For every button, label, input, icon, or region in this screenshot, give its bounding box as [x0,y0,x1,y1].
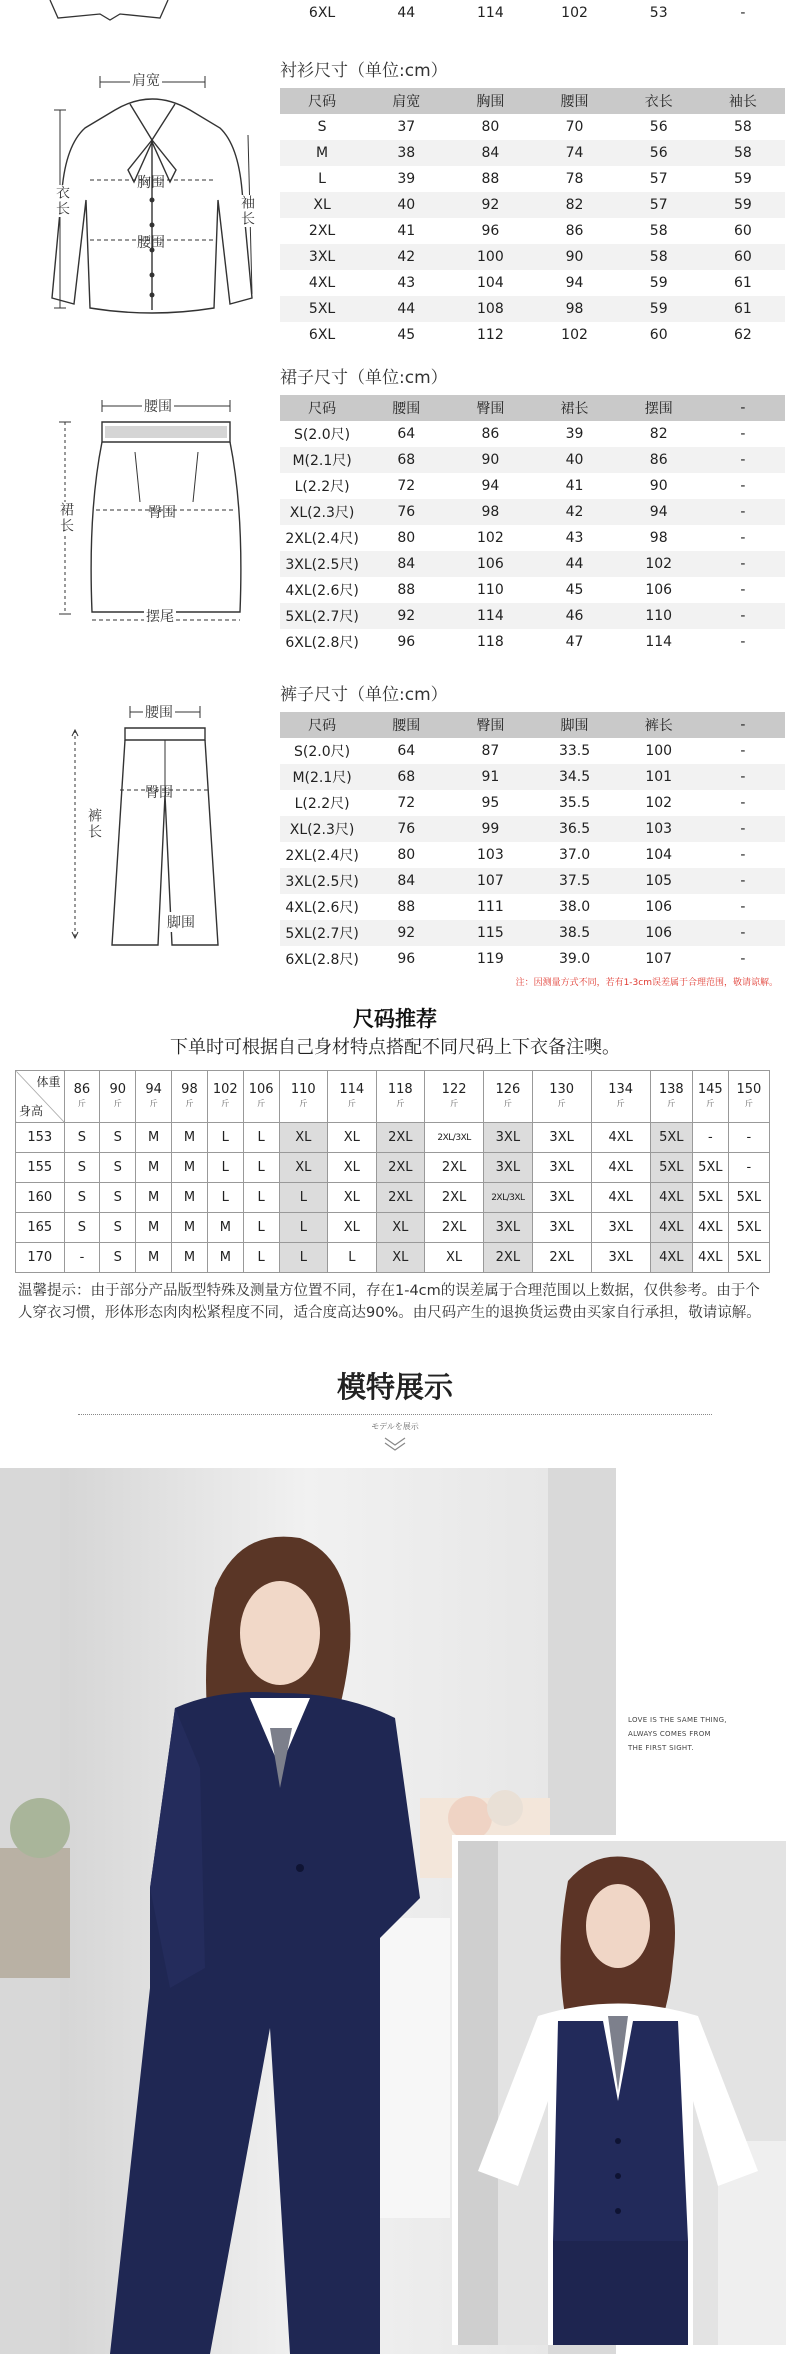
model-section-subtitle: モデルを展示 [371,1422,419,1431]
table-row: 6XL 44 114 102 53 - [308,5,746,21]
table-row: S 37 80 70 56 58 [317,119,752,135]
table-header-row: 尺码 腰围 臀围 裙长 摆围 - [280,395,785,421]
model-photo-vest [452,1835,786,2345]
table-row: XL 40 92 82 57 59 [280,192,785,218]
pants-waist-label: 腰围 [143,702,175,722]
pants-size-table [280,712,785,972]
size-recommend-table [15,1070,770,1273]
waist-label: 腰围 [137,235,165,251]
table-row: 6XL 45 112 102 60 62 [308,327,752,343]
table-row: 4XL(2.6尺) 88 111 38.0 106 - [285,899,746,916]
table-row: M(2.1尺) 68 91 34.5 101 - [280,764,785,790]
measurement-note: 注：因测量方式不同，若有1-3cm误差属于合理范围，敬请谅解。 [515,978,778,988]
table-row: 153 S S M M L L XL XL 2XL 2XL/3XL 3XL 3XL 4XL 5XL - - [16,1123,770,1153]
table-row: 160 S S M M L L L XL 2XL 2XL 2XL/3XL 3XL 4XL 4XL 5XL 5XL [16,1183,770,1213]
table-row: S(2.0尺) 64 87 33.5 100 - [294,743,746,760]
table-row: S(2.0尺) 64 86 39 82 - [294,426,746,443]
table-row: 3XL 42 100 90 58 60 [280,244,785,270]
table-row: L 39 88 78 57 59 [318,171,752,187]
recommend-subtitle: 下单时可根据自己身材特点搭配不同尺码上下衣备注噢。 [170,1037,620,1058]
top-partial-table [280,0,785,26]
skirt-hem-label: 摆尾 [144,606,176,626]
recommend-title: 尺码推荐 [353,1007,437,1031]
table-row: 165 S S M M M L L XL XL 2XL 3XL 3XL 3XL 4XL 4XL 5XL [16,1213,770,1243]
table-row: 155 S S M M L L XL XL 2XL 2XL 3XL 3XL 4XL 5XL 5XL - [16,1153,770,1183]
skirt-diagram [30,392,260,632]
table-row: 5XL(2.7尺) 92 115 38.5 106 - [280,920,785,946]
table-row: 4XL 43 104 94 59 61 [308,275,752,291]
size-tip: 温馨提示：由于部分产品版型特殊及测量方位置不同，存在1-4cm的误差属于合理范围以上数据，仅供参考。由于个人穿衣习惯，形体形态肉肉松紧程度不同，适合度高达90%。由尺码产生的退换货运费由买家自行承担，敬请谅解。 [18,1283,761,1321]
pants-length-label: 裤长 [82,808,106,840]
shirt-section-title: 衬衫尺寸（单位:cm） [280,61,448,81]
table-row: M(2.1尺) 68 90 40 86 - [280,447,785,473]
pants-foot-label: 脚围 [165,912,197,932]
skirt-length-label: 裙长 [54,502,78,534]
table-row: 4XL(2.6尺) 88 110 45 106 - [285,582,746,599]
table-row: 3XL(2.5尺) 84 107 37.5 105 - [280,868,785,894]
love-caption: LOVE IS THE SAME THING, ALWAYS COMES FROM THE FIRST SIGHT. [628,1716,727,1752]
shirt-diagram [30,60,260,330]
table-row: L(2.2尺) 72 94 41 90 - [294,478,746,495]
table-row: 5XL(2.7尺) 92 114 46 110 - [280,603,785,629]
dotted-divider [78,1414,712,1415]
table-header-row: 体重 身高 86 斤 90 斤 94 斤 98 斤 102 斤 106 斤 110 斤 114 斤 118 斤 122 斤 126 斤 130 斤 134 斤 138 斤 145 斤 150 斤 [16,1071,770,1123]
skirt-section-title: 裙子尺寸（单位:cm） [280,368,448,388]
table-row: 2XL(2.4尺) 80 102 43 98 - [285,530,746,547]
model-section-title: 模特展示 [336,1370,453,1404]
skirt-waist-label: 腰围 [142,396,174,416]
shirt-size-table [280,88,785,348]
table-row: 2XL(2.4尺) 80 103 37.0 104 - [285,847,746,864]
length-label: 衣长 [50,185,74,217]
pants-diagram [30,700,260,950]
table-row: 6XL(2.8尺) 96 119 39.0 107 - [285,951,746,968]
table-row: 5XL 44 108 98 59 61 [280,296,785,322]
table-row: 170 - S M M M L L L XL XL 2XL 2XL 3XL 4XL 4XL 5XL [16,1243,770,1273]
shoulder-label: 肩宽 [130,70,162,90]
chest-label: 胸围 [137,175,165,191]
table-header-row: 尺码 腰围 臀围 脚围 裤长 - [280,712,785,738]
table-row: L(2.2尺) 72 95 35.5 102 - [294,795,746,812]
skirt-hip-label: 臀围 [148,505,176,521]
corner-cell: 体重 身高 [16,1071,65,1123]
vest-figure-fragment [40,0,180,22]
table-row: 6XL(2.8尺) 96 118 47 114 - [285,634,746,651]
table-header-row: 尺码 肩宽 胸围 腰围 衣长 袖长 [280,88,785,114]
pants-hip-label: 臀围 [145,785,173,801]
sleeve-label: 袖长 [235,195,259,227]
table-row: 3XL(2.5尺) 84 106 44 102 - [280,551,785,577]
table-row: M 38 84 74 56 58 [280,140,785,166]
table-row: 2XL 41 96 86 58 60 [308,223,752,239]
table-row: XL(2.3尺) 76 99 36.5 103 - [280,816,785,842]
skirt-size-table [280,395,785,655]
table-row: XL(2.3尺) 76 98 42 94 - [280,499,785,525]
chevron-down-icon [383,1436,407,1452]
pants-section-title: 裤子尺寸（单位:cm） [280,685,448,705]
